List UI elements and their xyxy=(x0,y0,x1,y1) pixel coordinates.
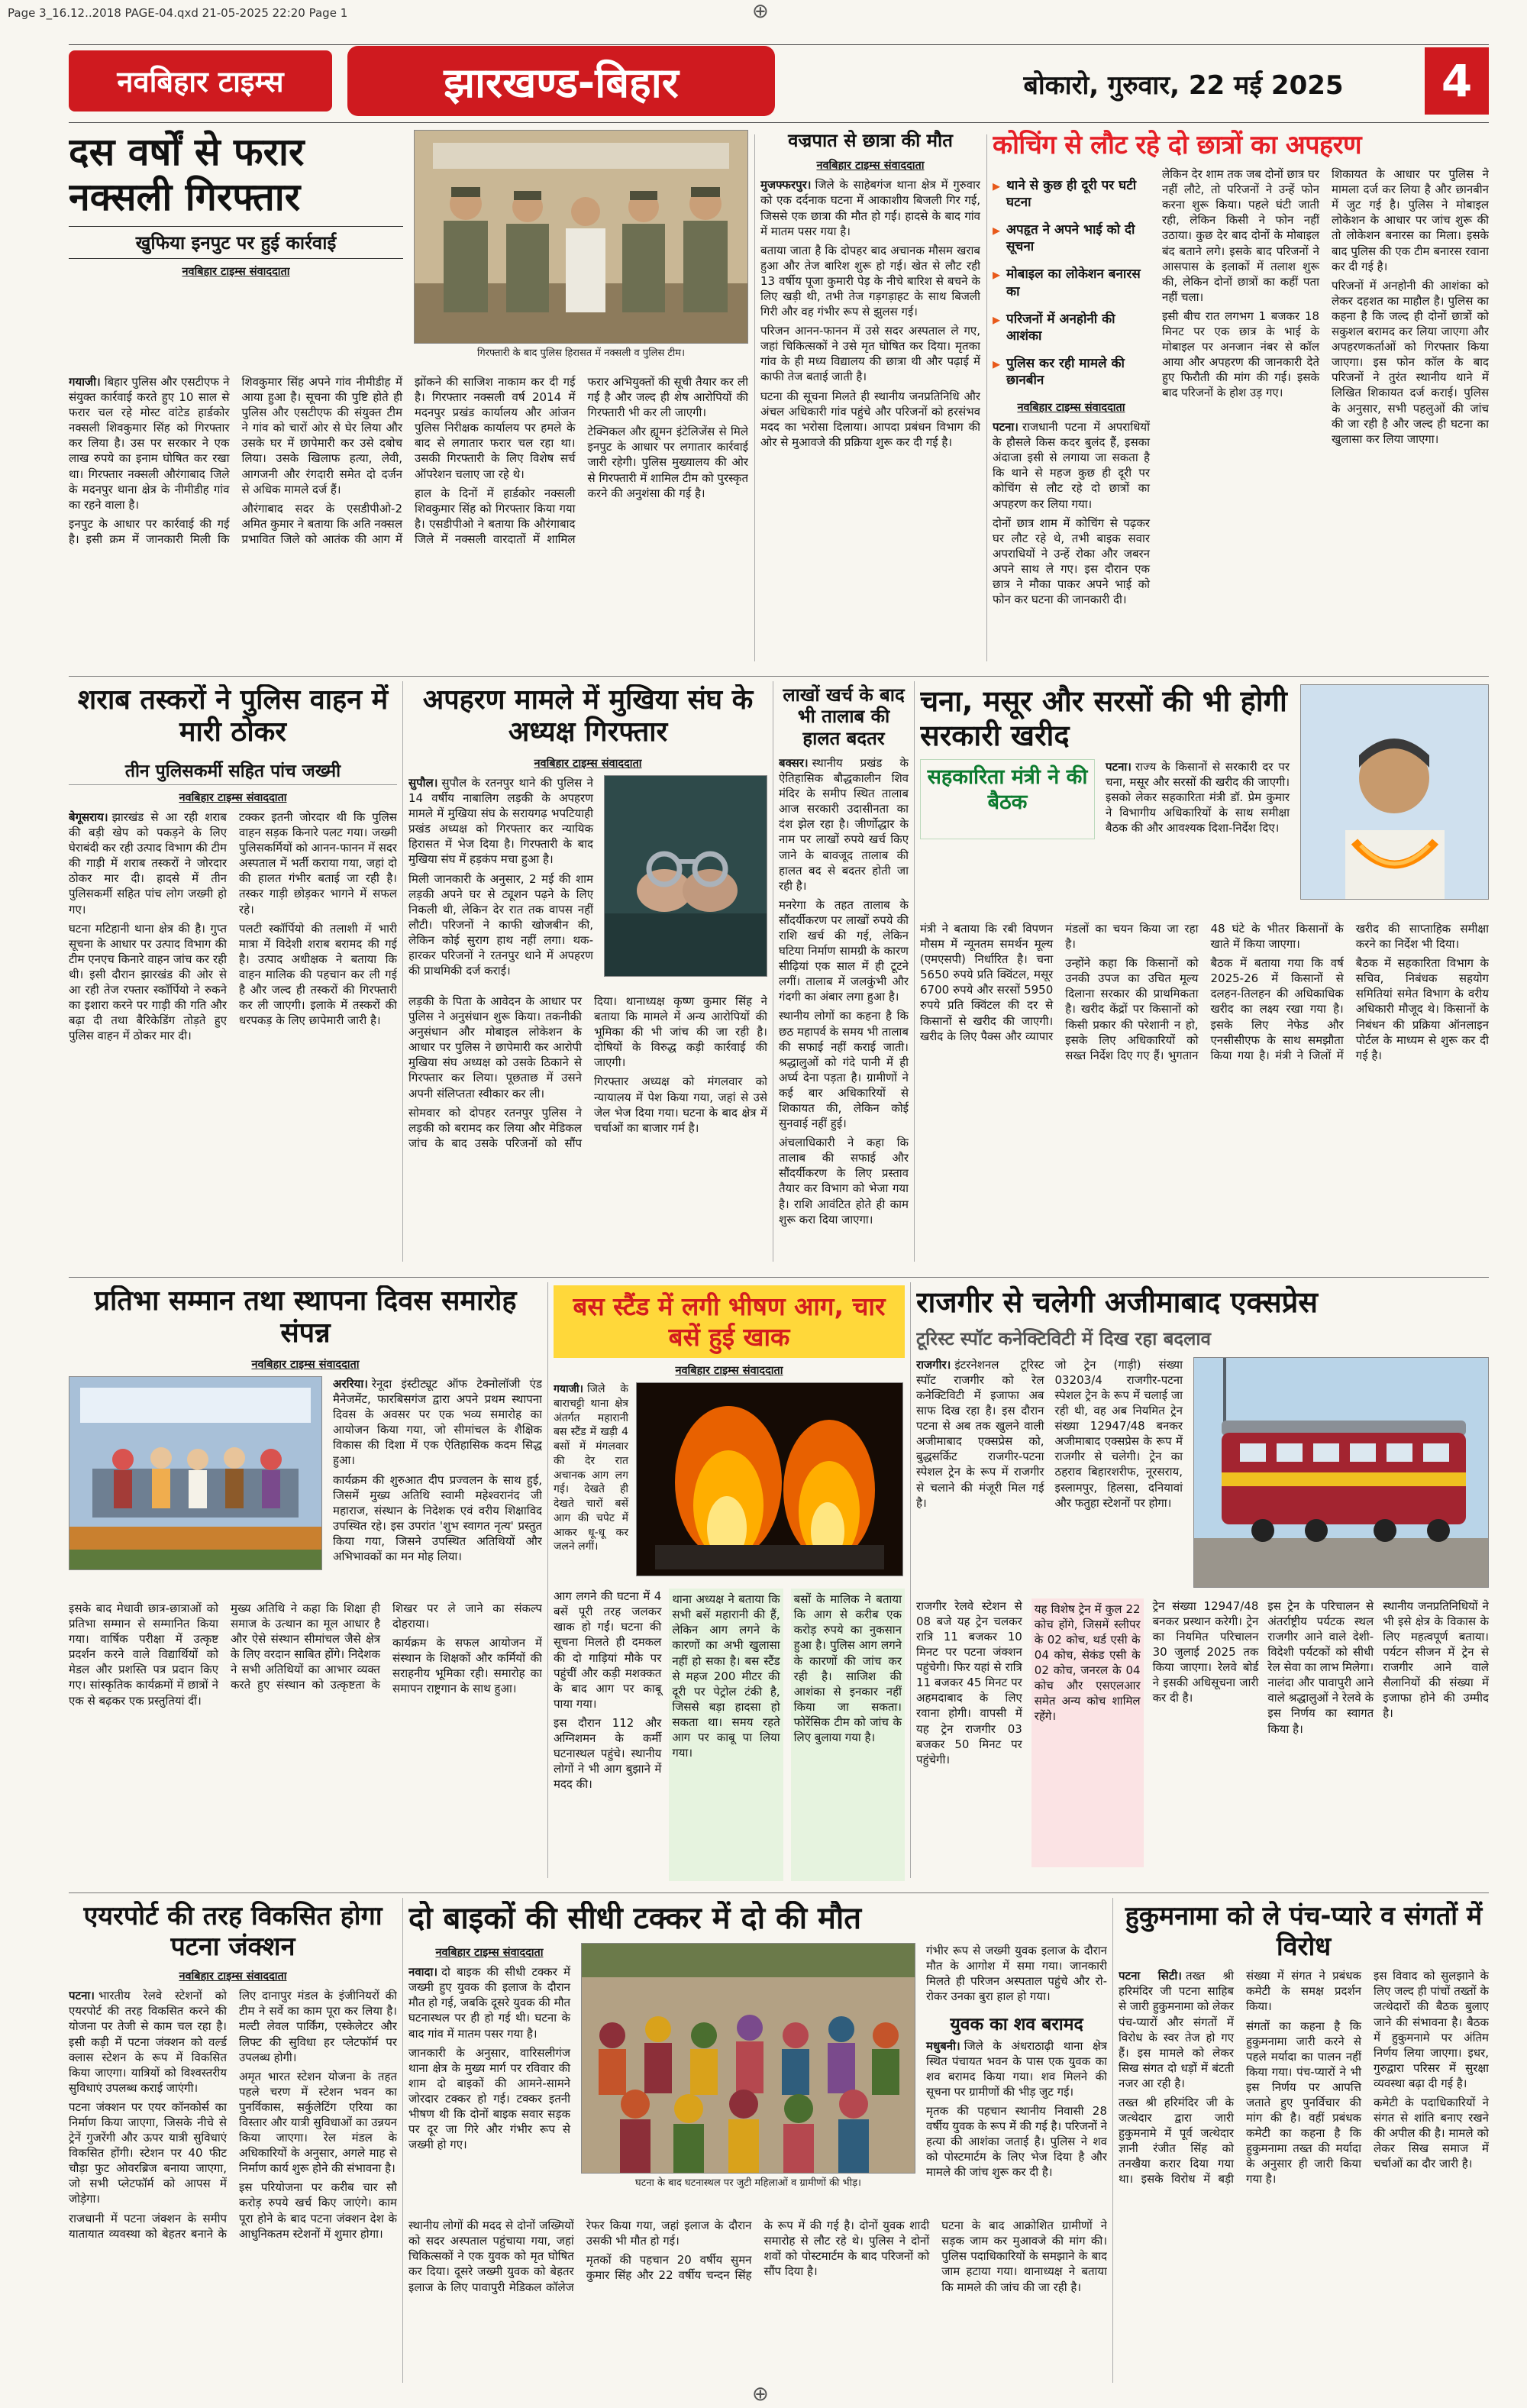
dateline-place: मधुबनी। xyxy=(926,2038,960,2053)
arrow-bullet-icon: ▸ xyxy=(993,309,1001,328)
arrow-bullet-icon: ▸ xyxy=(993,176,1001,196)
minister-photo xyxy=(1300,684,1489,913)
article-lead xyxy=(993,419,1150,512)
sub-article-lead xyxy=(926,2038,1107,2099)
article-body xyxy=(408,994,767,1246)
kidnap-col-2: लेकिन देर शाम तक जब दोनों छात्र घर नहीं लौटे, तो परिजनों ने उन्हें फोन करना शुरू किया। पहले घंटी जाती रही, लेकिन किसी ने फोन नहीं उठाया। कुछ देर बाद दोनों के मोबाइल बंद बताने लगे। इसके बाद परिजनों ने आसपास के इलाकों में तलाश शुरू की, लेकिन दोनों छात्रों का कहीं पता नहीं चला। इसी बीच रात लगभग 1 बजकर 18 मिनट पर एक छात्र के भाई के मोबाइल पर अनजान नंबर से कॉल आया और अपहरण की जानकारी देते हुए फिरौती की मांग की गई। इसके बाद परिजनों के होश उड़ गए। xyxy=(1162,167,1319,400)
article-lead xyxy=(408,775,593,868)
police-arrest-photo xyxy=(414,130,748,368)
article-bike-collision xyxy=(408,1901,1107,2386)
article-lead xyxy=(333,1376,542,1469)
dateline-place: बक्सर। xyxy=(779,755,809,770)
article-headline: वज्रपात से छात्रा की मौत xyxy=(788,130,953,151)
crowd-photo xyxy=(581,1943,915,2212)
article-pratibha-samman xyxy=(69,1285,542,1881)
byline: नवबिहार टाइम्स संवाददाता xyxy=(534,757,642,770)
arrow-bullet-icon: ▸ xyxy=(993,265,1001,284)
article-body xyxy=(69,1601,542,1870)
article-headline: लाखों खर्च के बाद भी तालाब की हालत बदतर xyxy=(783,684,905,749)
bullet-text: अपहृत ने अपने भाई को दी सूचना xyxy=(1006,222,1135,255)
train-lead-columns xyxy=(916,1357,1183,1591)
byline: नवबिहार टाइम्स संवाददाता xyxy=(182,266,290,278)
sub-article-headline: युवक का शव बरामद xyxy=(950,2014,1083,2035)
byline: नवबिहार टाइम्स संवाददाता xyxy=(1017,402,1125,415)
article-headline: दो बाइकों की सीधी टक्कर में दो की मौत xyxy=(408,1901,862,1936)
column-divider xyxy=(402,1898,403,2383)
article-lead xyxy=(69,810,227,917)
dateline-place: नवादा। xyxy=(408,1965,438,1980)
dateline-place: सुपौल। xyxy=(408,775,438,790)
article-subhead: तीन पुलिसकर्मी सहित पांच जख्मी xyxy=(69,755,397,785)
row-3 xyxy=(69,1277,1489,1881)
row-2 xyxy=(69,676,1489,1265)
article-naxal-arrest xyxy=(69,130,748,664)
byline: नवबिहार टाइम्स संवाददाता xyxy=(179,791,287,804)
article-patna-junction xyxy=(69,1901,397,2386)
byline: नवबिहार टाइम्स संवाददाता xyxy=(435,1947,544,1960)
row-4 xyxy=(69,1892,1489,2386)
article-azimabad-express xyxy=(916,1285,1489,1881)
article-kicker: खुफिया इनपुट पर हुई कार्रवाई xyxy=(69,226,403,259)
article-lead xyxy=(408,1964,570,2041)
lead-text: राजधानी पटना में अपराधियों के हौसले किस कदर बुलंद हैं, इसका अंदाजा इसी से लगाया जा सकता है कि थाने से महज कुछ ही दूरी पर कोचिंग से लौट रहे दो छात्रों का अपहरण कर लिया गया। xyxy=(993,420,1150,511)
body-paragraphs: पटना जंक्शन पर एयर कॉनकोर्स का निर्माण किया जाएगा, जिसके नीचे से ट्रेनें गुजरेंगी और ऊपर यात्री सुविधाएं विकसित होंगी। स्टेशन पर 40 फीट चौड़ा फुट ओवरब्रिज बनाया जाएगा, जो सभी प्लेटफॉर्म को आपस में जोड़ेगा। राजधानी में पटना जंक्शन के समीप यातायात व्यवस्था को बेहतर बनाने के लिए दानापुर मंडल के इंजीनियरों की टीम ने सर्वे का काम पूरा कर लिया है। मल्टी लेवल पार्किंग, एस्केलेटर और लिफ्ट की सुविधा हर प्लेटफॉर्म पर उपलब्ध होगी। अमृत भारत स्टेशन योजना के तहत पहले चरण में स्टेशन भवन का पुनर्विकास, सर्कुलेटिंग एरिया का विस्तार और यात्री सुविधाओं का उन्नयन किया जाएगा। रेल मंडल के अधिकारियों के अनुसार, अगले माह से निर्माण कार्य शुरू होने की संभावना है। इस परियोजना पर करीब चार सौ करोड़ रुपये खर्च किए जाएंगे। काम पूरा होने के बाद पटना जंक्शन देश के आधुनिकतम स्टेशनों में शुमार होगा। xyxy=(69,1989,397,2241)
bullet-item xyxy=(993,355,1150,389)
article-headline: कोचिंग से लौट रहे दो छात्रों का अपहरण xyxy=(993,130,1362,160)
lead-text: भारतीय रेलवे स्टेशनों को एयरपोर्ट की तरह विकसित करने की योजना पर तेजी से काम चल रहा है। इसी कड़ी में पटना जंक्शन को वर्ल्ड क्लास स्टेशन के रूप में विकसित किया जाएगा। यात्रियों को विश्वस्तरीय सुविधाएं उपलब्ध कराई जाएंगी। xyxy=(69,1989,227,2095)
print-file-info: Page 3_16.12..2018 PAGE-04.qxd 21-05-2025 22:20 Page 1 xyxy=(8,6,348,20)
article-liquor-smugglers xyxy=(69,684,397,1265)
lead-text: जिले के अंधराठाढ़ी थाना क्षेत्र स्थित पंचायत भवन के पास एक युवक का शव बरामद किया गया। शव मिलने की सूचना पर ग्रामीणों की भीड़ जुट गई। xyxy=(926,2038,1107,2099)
dateline-place: बेगूसराय। xyxy=(69,810,108,824)
bullet-item xyxy=(993,266,1150,299)
body-paragraphs: स्थानीय लोगों की मदद से दोनों जख्मियों को सदर अस्पताल पहुंचाया गया, जहां चिकित्सकों ने एक युवक को मृत घोषित कर दिया। दूसरे जख्मी युवक को बेहतर इलाज के लिए पावापुरी मेडिकल कॉलेज रेफर किया गया, जहां इलाज के दौरान उसकी भी मौत हो गई। मृतकों की पहचान 20 वर्षीय सुमन कुमार सिंह और 22 वर्षीय चन्दन सिंह के रूप में की गई है। दोनों युवक शादी समारोह से लौट रहे थे। पुलिस ने दोनों शवों को पोस्टमार्टम के बाद परिजनों को सौंप दिया है। घटना के बाद आक्रोशित ग्रामीणों ने सड़क जाम कर मुआवजे की मांग की। पुलिस पदाधिकारियों के समझाने के बाद जाम हटाया गया। थानाध्यक्ष ने बताया कि मामले की जांच की जा रही है। xyxy=(408,2219,1107,2294)
masthead-rule-bottom xyxy=(69,122,1489,123)
column-divider xyxy=(754,134,755,661)
article-lead xyxy=(1119,1968,1234,2091)
ceremony-photo xyxy=(69,1376,322,1595)
column-divider xyxy=(910,1282,911,1878)
kidnap-col-1 xyxy=(993,166,1150,648)
article-students-kidnapping xyxy=(993,130,1489,664)
lead-text: तख्त श्री हरिमंदिर जी पटना साहिब से जारी हुकुमनामा को लेकर पंच-प्यारों और संगतों में विरोध के स्वर तेज हो गए हैं। इस मामले को लेकर सिख संगत दो धड़ों में बंटती नजर आ रही है। xyxy=(1119,1969,1234,2090)
photo-caption: घटना के बाद घटनास्थल पर जुटी महिलाओं व ग्रामीणों की भीड़। xyxy=(635,2177,861,2190)
body-paragraphs: इसके बाद मेधावी छात्र-छात्राओं को प्रतिभा सम्मान से सम्मानित किया गया। वार्षिक परीक्षा में उत्कृष्ट प्रदर्शन करने वाले विद्यार्थियों को मेडल और प्रशस्ति पत्र प्रदान किए गए। सांस्कृतिक कार्यक्रमों में छात्रों ने एक से बढ़कर एक प्रस्तुतियां दीं। मुख्य अतिथि ने कहा कि शिक्षा ही समाज के उत्थान का मूल आधार है और ऐसे संस्थान सीमांचल जैसे क्षेत्र के लिए वरदान साबित होंगे। निदेशक ने सभी अतिथियों का आभार व्यक्त करते हुए संस्थान को उत्कृष्टता के शिखर पर ले जाने का संकल्प दोहराया। कार्यक्रम के सफल आयोजन में संस्थान के शिक्षकों और कर्मियों की सराहनीय भूमिका रही। समारोह का समापन राष्ट्रगान के साथ हुआ। xyxy=(69,1601,542,1708)
body-paragraphs: गंभीर रूप से जख्मी युवक इलाज के दौरान मौत के आगोश में समा गया। जानकारी मिलते ही परिजन अस्पताल पहुंचे और रो-रोकर उनका बुरा हाल हो गया। xyxy=(926,1944,1107,2004)
article-body xyxy=(920,921,1489,1256)
handcuffs-photo xyxy=(604,775,767,987)
body-paragraphs: तख्त श्री हरिमंदिर जी के जत्थेदार द्वारा जारी हुकुमनामे में पूर्व जत्थेदार ज्ञानी रंजीत सिंह को तनखैया करार दिया गया था। इसके विरोध में बड़ी संख्या में संगत ने प्रबंधक कमेटी के समक्ष प्रदर्शन किया। संगतों का कहना है कि हुकुमनामा जारी करने से पहले मर्यादा का पालन नहीं किया गया। पंच-प्यारों ने भी इस निर्णय पर आपत्ति जताते हुए पुनर्विचार की मांग की है। वहीं प्रबंधक कमेटी का कहना है कि हुकुमनामा तख्त की मर्यादा के अनुसार ही जारी किया गया है। इस विवाद को सुलझाने के लिए जल्द ही पांचों तख्तों के जत्थेदारों की बैठक बुलाए जाने की संभावना है। बैठक में हुकुमनामे पर अंतिम निर्णय लिया जाएगा। इधर, गुरुद्वारा परिसर में सुरक्षा व्यवस्था बढ़ा दी गई है। कमेटी के पदाधिकारियों ने संगत से शांति बनाए रखने की अपील की है। मामले को लेकर सिख समाज में चर्चाओं का दौर जारी है। xyxy=(1119,1969,1489,2187)
bullet-item xyxy=(993,177,1150,211)
article-crop-procurement xyxy=(920,684,1489,1265)
article-body xyxy=(69,1988,397,2385)
body-paragraphs: जो ट्रेन (गाड़ी) संख्या 03203/4 राजगीर-पटना स्पेशल ट्रेन के रूप में चलाई जा रही थी, वह अब नियमित ट्रेन संख्या 12947/48 बनकर अजीमाबाद एक्सप्रेस के रूप में राजगीर से चलेगी। ट्रेन का ठहराव बिहारशरीफ, नूरसराय, इस्लामपुर, हिलसा, दनियावां और फतुहा स्टेशनों पर होगा। xyxy=(1054,1357,1183,1510)
lead-text: रेनूदा इंस्टीट्यूट ऑफ टेक्नोलॉजी एंड मैनेजमेंट, फारबिसगंज द्वारा अपने प्रथम स्थापना दिवस के अवसर पर एक भव्य समारोह का आयोजन किया गया, जो सीमांचल के शैक्षिक विकास की दिशा में एक ऐतिहासिक कदम सिद्ध हुआ। xyxy=(333,1376,542,1468)
bullet-text: मोबाइल का लोकेशन बनारस का xyxy=(1006,267,1141,299)
edition-banner: झारखण्ड-बिहार xyxy=(347,46,775,116)
article-lead xyxy=(69,1988,227,2096)
dateline-place: पटना। xyxy=(1106,759,1132,774)
body-paragraphs: घटना मटिहानी थाना क्षेत्र की है। गुप्त सूचना के आधार पर उत्पाद विभाग की टीम एनएच किनारे वाहन जांच कर रही थी। इसी दौरान झारखंड की ओर से आ रही तेज रफ्तार स्कॉर्पियो ने रुकने का इशारा करने पर गाड़ी की गति और बढ़ा दी तथा बैरिकेडिंग तोड़ते हुए पुलिस वाहन में ठोकर मार दी। टक्कर इतनी जोरदार थी कि पुलिस वाहन सड़क किनारे पलट गया। जख्मी पुलिसकर्मियों को आनन-फानन में सदर अस्पताल में भर्ती कराया गया, जहां दो की हालत गंभीर बताई जा रही है। तस्कर गाड़ी छोड़कर भागने में सफल रहे। पलटी स्कॉर्पियो की तलाशी में भारी मात्रा में विदेशी शराब बरामद की गई है। उत्पाद अधीक्षक ने बताया कि वाहन मालिक की पहचान कर ली गई है और जल्द ही तस्करों की गिरफ्तारी कर ली जाएगी। इलाके में तस्करों की धरपकड़ के लिए छापेमारी जारी है। xyxy=(69,810,397,1043)
lead-text: राज्य के किसानों से सरकारी दर पर चना, मसूर और सरसों की खरीद की जाएगी। इसको लेकर सहकारिता मंत्री डॉ. प्रेम कुमार ने विभागीय अधिकारियों के साथ समीक्षा बैठक की और आवश्यक दिशा-निर्देश दिए। xyxy=(1106,759,1290,836)
article-body xyxy=(1119,1968,1489,2358)
byline: नवबिहार टाइम्स संवाददाता xyxy=(179,1970,287,1983)
article-lightning-death xyxy=(760,130,980,664)
row-1 xyxy=(69,130,1489,664)
lead-text: जिले के साहेबगंज थाना क्षेत्र में गुरुवार को एक दर्दनाक घटना में आकाशीय बिजली गिर गई, जिससे एक छात्रा की मौत हो गई। हादसे के बाद गांव में मातम पसर गया है। xyxy=(760,178,980,238)
article-hukumnama-protest xyxy=(1119,1901,1489,2386)
dateline-place: पटना। xyxy=(993,420,1019,435)
article-lead xyxy=(1106,759,1290,836)
article-headline: दस वर्षों से फरार नक्सली गिरफ्तार xyxy=(69,130,305,219)
bullet-text: थाने से कुछ ही दूरी पर घटी घटना xyxy=(1006,178,1137,211)
arrow-bullet-icon: ▸ xyxy=(993,354,1001,373)
article-lead xyxy=(69,374,230,512)
body-paragraphs: मनरेगा के तहत तालाब के सौंदर्यीकरण पर लाखों रुपये की राशि खर्च की गई, लेकिन घटिया निर्माण सामग्री के कारण सीढ़ियां एक साल में ही टूटने लगीं। तालाब में जलकुंभी और गंदगी का अंबार लगा हुआ है। स्थानीय लोगों का कहना है कि छठ महापर्व के समय भी तालाब की सफाई नहीं कराई जाती। श्रद्धालुओं को गंदे पानी में ही अर्घ्य देना पड़ता है। ग्रामीणों ने कई बार अधिकारियों से शिकायत की, लेकिन कोई सुनवाई नहीं हुई। अंचलाधिकारी ने कहा कि तालाब की सफाई और सौंदर्यीकरण के लिए प्रस्ताव तैयार कर विभाग को भेजा गया है। राशि आवंटित होते ही काम शुरू करा दिया जाएगा। xyxy=(779,897,909,1227)
article-mukhiya-arrest xyxy=(408,684,767,1265)
masthead-rule-top xyxy=(69,44,1489,45)
page-number-box: 4 xyxy=(1425,47,1489,115)
article-subhead: सहकारिता मंत्री ने की बैठक xyxy=(920,759,1095,839)
train-body-col-5: स्थानीय जनप्रतिनिधियों ने भी इसे क्षेत्र के विकास के लिए महत्वपूर्ण बताया। पर्यटन सीजन में ट्रेन से राजगीर आने वाले सैलानियों की संख्या में इजाफा होने की उम्मीद है। xyxy=(1383,1598,1489,1721)
train-body-col-3: ट्रेन संख्या 12947/48 बनकर प्रस्थान करेगी। ट्रेन का नियमित परिचालन 30 जुलाई 2025 तक किया जाएगा। रेलवे बोर्ड ने इसकी अधिसूचना जारी कर दी है। xyxy=(1152,1598,1259,1705)
lead-text: सुपौल के रतनपुर थाने की पुलिस ने 14 वर्षीय नाबालिग लड़की के अपहरण मामले में मुखिया संघ के सरायगढ़ भपटियाही प्रखंड अध्यक्ष को गिरफ्तार कर न्यायिक हिरासत में भेज दिया है। गिरफ्तारी के बाद मुखिया संघ में हड़कंप मचा हुआ है। xyxy=(408,775,593,867)
lead-text: झारखंड से आ रही शराब की बड़ी खेप को पकड़ने के लिए घेराबंदी कर रही उत्पाद विभाग की टीम की गाड़ी में शराब तस्करों ने जोरदार ठोकर मार दी। हादसे में तीन पुलिसकर्मी सहित पांच लोग जख्मी हो गए। xyxy=(69,810,227,916)
body-paragraphs: कार्यक्रम की शुरुआत दीप प्रज्वलन के साथ हुई, जिसमें मुख्य अतिथि स्वामी महेश्वरानंद जी महाराज, संस्थान के निदेशक एवं वरीय शिक्षाविद उपस्थित रहे। इस उपरांत 'शुभ स्वागत नृत्य' प्रस्तुत किया गया, जिसने उपस्थित अतिथियों और अभिभावकों का मन मोह लिया। xyxy=(333,1472,542,1563)
mukhiya-lead-column xyxy=(408,775,593,987)
column-divider xyxy=(402,681,403,1262)
train-body-col-1: राजगीर रेलवे स्टेशन से 08 बजे यह ट्रेन चलकर रात्रि 11 बजकर 10 मिनट पर पटना जंक्शन पहुंचेगी। फिर यहां से रात्रि 11 बजकर 45 मिनट पर अहमदाबाद के लिए रवाना होगी। वापसी में यह ट्रेन राजगीर 03 बजकर 50 मिनट पर पहुंचेगी। xyxy=(916,1598,1022,1766)
bullet-item xyxy=(993,311,1150,344)
fire-body-col-1: आग लगने की घटना में 4 बसें पूरी तरह जलकर खाक हो गईं। घटना की सूचना मिलते ही दमकल की दो गाड़ियां मौके पर पहुंचीं और कड़ी मशक्कत के बाद आग पर काबू पाया गया। इस दौरान 112 और अग्निशमन के कर्मी घटनास्थल पहुंचे। स्थानीय लोगों ने भी आग बुझाने में मदद की। xyxy=(554,1589,662,1792)
train-body-col-2: यह विशेष ट्रेन में कुल 22 कोच होंगे, जिसमें स्लीपर के 02 कोच, थर्ड एसी के 04 कोच, सेकंड एसी के 02 कोच, जनरल के 04 कोच और एसएलआर समेत अन्य कोच शामिल रहेंगे। xyxy=(1031,1598,1144,1867)
column-divider xyxy=(986,134,987,661)
column-divider xyxy=(1112,1898,1113,2383)
article-pond-condition xyxy=(779,684,909,1265)
body-paragraphs: इनपुट के आधार पर कार्रवाई की गई है। इसी क्रम में जानकारी मिली कि शिवकुमार सिंह अपने गांव नीमीडीह में आया हुआ है। सूचना की पुष्टि होते ही पुलिस और एसटीएफ की संयुक्त टीम ने गांव को चारों ओर से घेर लिया और उसके घर में छापेमारी कर उसे दबोच लिया। उसके खिलाफ हत्या, लेवी, आगजनी और रंगदारी समेत दो दर्जन से अधिक मामले दर्ज हैं। औरंगाबाद सदर के एसडीपीओ-2 अमित कुमार ने बताया कि अति नक्सल प्रभावित जिले को आतंक की आग में झोंकने की साजिश नाकाम कर दी गई है। गिरफ्तार नक्सली वर्ष 2014 में मदनपुर प्रखंड कार्यालय और आंजन पुलिस निरीक्षक कार्यालय पर हमले के बाद से लगातार फरार चल रहा था। उसकी गिरफ्तारी के लिए विशेष सर्च ऑपरेशन चलाए जा रहे थे। हाल के दिनों में हार्डकोर नक्सली शिवकुमार सिंह को गिरफ्तार किया गया है। एसडीपीओ ने बताया कि औरंगाबाद जिले में नक्सली वारदातों में शामिल फरार अभियुक्तों की सूची तैयार कर ली गई है और जल्द ही शेष आरोपियों की गिरफ्तारी भी कर ली जाएगी। टेक्निकल और ह्यूमन इंटेलिजेंस से मिले इनपुट के आधार पर लगातार कार्रवाई जारी रहेगी। पुलिस मुख्यालय की ओर से गिरफ्तारी में शामिल टीम को पुरस्कृत करने की अनुशंसा की गई है। xyxy=(69,375,748,546)
dateline-place: गयाजी। xyxy=(69,375,101,389)
article-lead xyxy=(916,1357,1044,1511)
photo-caption: गिरफ्तारी के बाद पुलिस हिरासत में नक्सली व पुलिस टीम। xyxy=(476,347,685,359)
column-divider xyxy=(914,681,915,1262)
bike-right-column xyxy=(926,1943,1107,2212)
article-body xyxy=(408,2218,1107,2363)
article-headline: राजगीर से चलेगी अजीमाबाद एक्सप्रेस xyxy=(916,1285,1318,1319)
article-subhead: टूरिस्ट स्पॉट कनेक्टिविटी में दिख रहा बदलाव xyxy=(916,1327,1211,1349)
body-paragraphs: दोनों छात्र शाम में कोचिंग से पढ़कर घर लौट रहे थे, तभी बाइक सवार अपराधियों ने उन्हें रोका और जबरन अपने साथ ले गए। इस दौरान एक छात्र ने मौका पाकर अपने भाई को फोन कर घटना की जानकारी दी। xyxy=(993,516,1150,607)
article-bus-stand-fire xyxy=(554,1285,905,1881)
bike-left-column xyxy=(408,1943,570,2212)
lead-text: इंटरनेशनल टूरिस्ट स्पॉट राजगीर को रेल कनेक्टिविटी में इजाफा अब साफ दिख रहा है। इस दौरान पटना से अब तक खुलने वाली अजीमाबाद एक्सप्रेस को, बुद्धसर्किट राजगीर-पटना स्पेशल ट्रेन के रूप में राजगीर से चलाने की मंजूरी मिल गई है। xyxy=(916,1357,1044,1510)
article-headline: एयरपोर्ट की तरह विकसित होगा पटना जंक्शन xyxy=(83,1901,383,1963)
article-body xyxy=(69,810,397,1237)
dateline-place: पटना। xyxy=(69,1989,95,2003)
article-headline: प्रतिभा सम्मान तथा स्थापना दिवस समारोह संपन्न xyxy=(94,1285,517,1349)
fire-body-col-3: बसों के मालिक ने बताया कि आग से करीब एक करोड़ रुपये का नुकसान हुआ है। पुलिस आग लगने के कारणों की जांच कर रही है। साजिश की आशंका से इनकार नहीं किया जा सकता। फोरेंसिक टीम को जांच के लिए बुलाया गया है। xyxy=(791,1589,905,1881)
article-headline: बस स्टैंड में लगी भीषण आग, चार बसें हुई खाक xyxy=(554,1285,905,1358)
byline: नवबिहार टाइम्स संवाददाता xyxy=(816,160,925,173)
article-headline: अपहरण मामले में मुखिया संघ के अध्यक्ष गिरफ्तार xyxy=(422,684,754,748)
fire-body-col-2: थाना अध्यक्ष ने बताया कि सभी बसें महारानी की हैं, लेकिन आग लगने के कारणों का अभी खुलासा नहीं हो सका है। बस स्टैंड से महज 200 मीटर की दूरी पर पेट्रोल टंकी है, जिससे बड़ा हादसा हो सकता था। समय रहते आग पर काबू पा लिया गया। xyxy=(669,1589,783,1881)
arrow-bullet-icon: ▸ xyxy=(993,221,1001,240)
bullet-item xyxy=(993,221,1150,255)
body-paragraphs: बताया जाता है कि दोपहर बाद अचानक मौसम खराब हुआ और तेज बारिश शुरू हो गई। खेत से लौट रही 13 वर्षीय पूजा कुमारी पेड़ के नीचे बारिश से बचने के लिए खड़ी थी, तभी तेज गड़गड़ाहट के साथ बिजली गिरी और वह गंभीर रूप से झुलस गई। परिजन आनन-फानन में उसे सदर अस्पताल ले गए, जहां चिकित्सकों ने उसे मृत घोषित कर दिया। मृतका गांव के ही मध्य विद्यालय की छात्रा थी और पढ़ाई में काफी तेज बताई जाती है। घटना की सूचना मिलते ही स्थानीय जनप्रतिनिधि और अंचल अधिकारी गांव पहुंचे और परिजनों को हरसंभव मदद का भरोसा दिलाया। आपदा प्रबंधन विभाग की ओर से मुआवजे की प्रक्रिया शुरू कर दी गई है। xyxy=(760,243,980,449)
article-body xyxy=(760,177,980,454)
pratibha-lead-column xyxy=(333,1376,542,1595)
column-divider xyxy=(547,1282,548,1878)
dateline-place: गयाजी। xyxy=(554,1383,583,1396)
article-headline: शराब तस्करों ने पुलिस वाहन में मारी ठोकर xyxy=(77,684,389,748)
fire-photo xyxy=(636,1382,903,1582)
article-body xyxy=(779,755,909,1231)
dateline: बोकारो, गुरुवार, 22 मई 2025 xyxy=(1023,70,1344,101)
body-paragraphs: मंत्री ने बताया कि रबी विपणन मौसम में न्यूनतम समर्थन मूल्य (एमएसपी) निर्धारित है। चना 5650 रुपये प्रति क्विंटल, मसूर 6700 रुपये और सरसों 5950 रुपये प्रति क्विंटल की दर से किसानों से खरीद की जाएगी। खरीद के लिए पैक्स और व्यापार मंडलों का चयन किया जा रहा है। उन्होंने कहा कि किसानों को उनकी उपज का उचित मूल्य दिलाना सरकार की प्राथमिकता है। खरीद केंद्रों पर किसानों को किसी प्रकार की परेशानी न हो, इसके लिए अधिकारियों को सख्त निर्देश दिए गए हैं। भुगतान 48 घंटे के भीतर किसानों के खाते में किया जाएगा। बैठक में बताया गया कि वर्ष 2025-26 में किसानों से दलहन-तिलहन की अधिकाधिक खरीद का लक्ष्य रखा गया है। इसके लिए नेफेड और एनसीसीएफ के साथ समझौता किया गया है। मंत्री ने जिलों में खरीद की साप्ताहिक समीक्षा करने का निर्देश भी दिया। बैठक में सहकारिता विभाग के सचिव, निबंधक सहयोग समितियां समेत विभाग के वरीय अधिकारी मौजूद थे। किसानों के निबंधन की प्रक्रिया ऑनलाइन पोर्टल के माध्यम से शुरू कर दी गई है। xyxy=(920,922,1489,1062)
dateline-place: अररिया। xyxy=(333,1376,368,1391)
train-photo xyxy=(1193,1357,1489,1591)
dateline-place: पटना सिटी। xyxy=(1119,1969,1182,1983)
article-lead xyxy=(760,177,980,238)
lead-text: बिहार पुलिस और एसटीएफ ने संयुक्त कार्रवाई करते हुए 10 साल से फरार चल रहे मोस्ट वांटेड हार्डकोर नक्सली शिवकुमार सिंह को गिरफ्तार कर लिया है। उस पर सरकार ने एक लाख रुपये का इनाम घोषित कर रखा था। गिरफ्तार नक्सली औरंगाबाद जिले के मदनपुर थाना क्षेत्र के नीमीडीह गांव का रहने वाला है। xyxy=(69,375,230,512)
bullet-text: पुलिस कर रही मामले की छानबीन xyxy=(1006,355,1125,388)
body-paragraphs: मृतक की पहचान स्थानीय निवासी 28 वर्षीय युवक के रूप में की गई है। परिजनों ने हत्या की आशंका जताई है। पुलिस ने शव को पोस्टमार्टम के लिए भेज दिया है और मामले की जांच शुरू कर दी है। xyxy=(926,2103,1107,2180)
byline: नवबिहार टाइम्स संवाददाता xyxy=(251,1358,360,1371)
article-lead xyxy=(779,755,909,894)
article-lead xyxy=(554,1382,628,1554)
train-body-col-4: इस ट्रेन के परिचालन से अंतर्राष्ट्रीय पर्यटक स्थल राजगीर आने वाले देशी-विदेशी पर्यटकों को सीधी रेल सेवा का लाभ मिलेगा। नालंदा और पावापुरी आने वाले श्रद्धालुओं ने रेलवे के इस निर्णय का स्वागत किया है। xyxy=(1267,1598,1374,1736)
dateline-place: मुजफ्फरपुर। xyxy=(760,178,812,192)
lead-text: जिले के बाराचट्टी थाना क्षेत्र अंतर्गत महारानी बस स्टैंड में खड़ी 4 बसों में मंगलवार की देर रात अचानक आग लग गई। देखते ही देखते चारों बसें आग की चपेट में आकर धू-धू कर जलने लगीं। xyxy=(554,1383,628,1553)
byline: नवबिहार टाइम्स संवाददाता xyxy=(675,1365,783,1378)
paper-name: नवबिहार टाइम्स xyxy=(69,50,332,112)
fire-lead-column xyxy=(554,1382,628,1582)
kidnap-col-3: शिकायत के आधार पर पुलिस ने मामला दर्ज कर लिया है और छानबीन में जुट गई है। पुलिस ने मोबाइल लोकेशन के आधार पर जांच शुरू की तो लोकेशन बनारस का मिला। इसके बाद पुलिस की एक टीम बनारस रवाना कर दी गई है। परिजनों में अनहोनी की आशंका को लेकर दहशत का माहौल है। पुलिस का कहना है कि जल्द ही दोनों छात्रों को सकुशल बरामद कर लिया जाएगा और अपहरणकर्ताओं को गिरफ्तार किया जाएगा। इस फोन कॉल के बाद परिजनों ने तुरंत स्थानीय थाने में लिखित शिकायत दर्ज कराई। पुलिस के अनुसार, सभी पहलुओं की जांच की जा रही है और जल्द ही घटना का खुलासा कर लिया जाएगा। xyxy=(1332,167,1489,446)
body-paragraphs: लड़की के पिता के आवेदन के आधार पर पुलिस ने अनुसंधान शुरू किया। तकनीकी अनुसंधान और मोबाइल लोकेशन के आधार पर पुलिस ने छापेमारी कर आरोपी मुखिया संघ अध्यक्ष को उसके ठिकाने से गिरफ्तार कर लिया। पूछताछ में उसने अपनी संलिप्तता स्वीकार कर ली। सोमवार को दोपहर रतनपुर पुलिस ने लड़की को बरामद कर लिया और मेडिकल जांच के बाद उसके परिजनों को सौंप दिया। थानाध्यक्ष कृष्ण कुमार सिंह ने बताया कि मामले में अन्य आरोपियों की भूमिका की भी जांच की जा रही है। दोषियों के विरुद्ध कड़ी कार्रवाई की जाएगी। गिरफ्तार अध्यक्ष को मंगलवार को न्यायालय में पेश किया गया, जहां से उसे जेल भेज दिया गया। घटना के बाद क्षेत्र में चर्चाओं का बाजार गर्म है। xyxy=(408,994,767,1150)
registration-mark-top: ⊕ xyxy=(752,0,769,23)
lead-text: दो बाइक की सीधी टक्कर में जख्मी हुए युवक की इलाज के दौरान मौत हो गई, जबकि दूसरे युवक की मौत घटनास्थल पर ही हो गई थी। घटना के बाद गांव में मातम पसर गया है। xyxy=(408,1965,570,2041)
body-paragraphs: मिली जानकारी के अनुसार, 2 मई की शाम लड़की अपने घर से ट्यूशन पढ़ने के लिए निकली थी, लेकिन देर रात तक वापस नहीं लौटी। परिजनों ने काफी खोजबीन की, लेकिन कोई सुराग हाथ नहीं लगा। थक-हारकर परिजनों ने रतनपुर थाने में अपहरण की प्राथमिकी दर्ज कराई। xyxy=(408,871,593,978)
article-body xyxy=(69,374,748,658)
article-headline: चना, मसूर और सरसों की भी होगी सरकारी खरीद xyxy=(920,684,1287,752)
lead-text: स्थानीय प्रखंड के ऐतिहासिक बौद्धकालीन शिव मंदिर के समीप स्थित तालाब आज सरकारी उदासीनता का दंश झेल रहा है। जीर्णोद्धार के नाम पर लाखों रुपये खर्च किए जाने के बावजूद तालाब की हालत बद से बदतर होती जा रही है। xyxy=(779,755,909,893)
bullet-text: परिजनों में अनहोनी की आशंका xyxy=(1006,311,1115,344)
dateline-place: राजगीर। xyxy=(916,1357,951,1372)
registration-mark-bottom: ⊕ xyxy=(752,2383,769,2406)
article-headline: हुकुमनामा को ले पंच-प्यारे व संगतों में विरोध xyxy=(1125,1901,1483,1963)
body-paragraphs: जानकारी के अनुसार, वारिसलीगंज थाना क्षेत्र के मुख्य मार्ग पर रविवार की शाम दो बाइकों की आमने-सामने जोरदार टक्कर हो गई। टक्कर इतनी भीषण थी कि दोनों बाइक सवार सड़क पर दूर जा गिरे और गंभीर रूप से जख्मी हो गए। xyxy=(408,2045,570,2152)
